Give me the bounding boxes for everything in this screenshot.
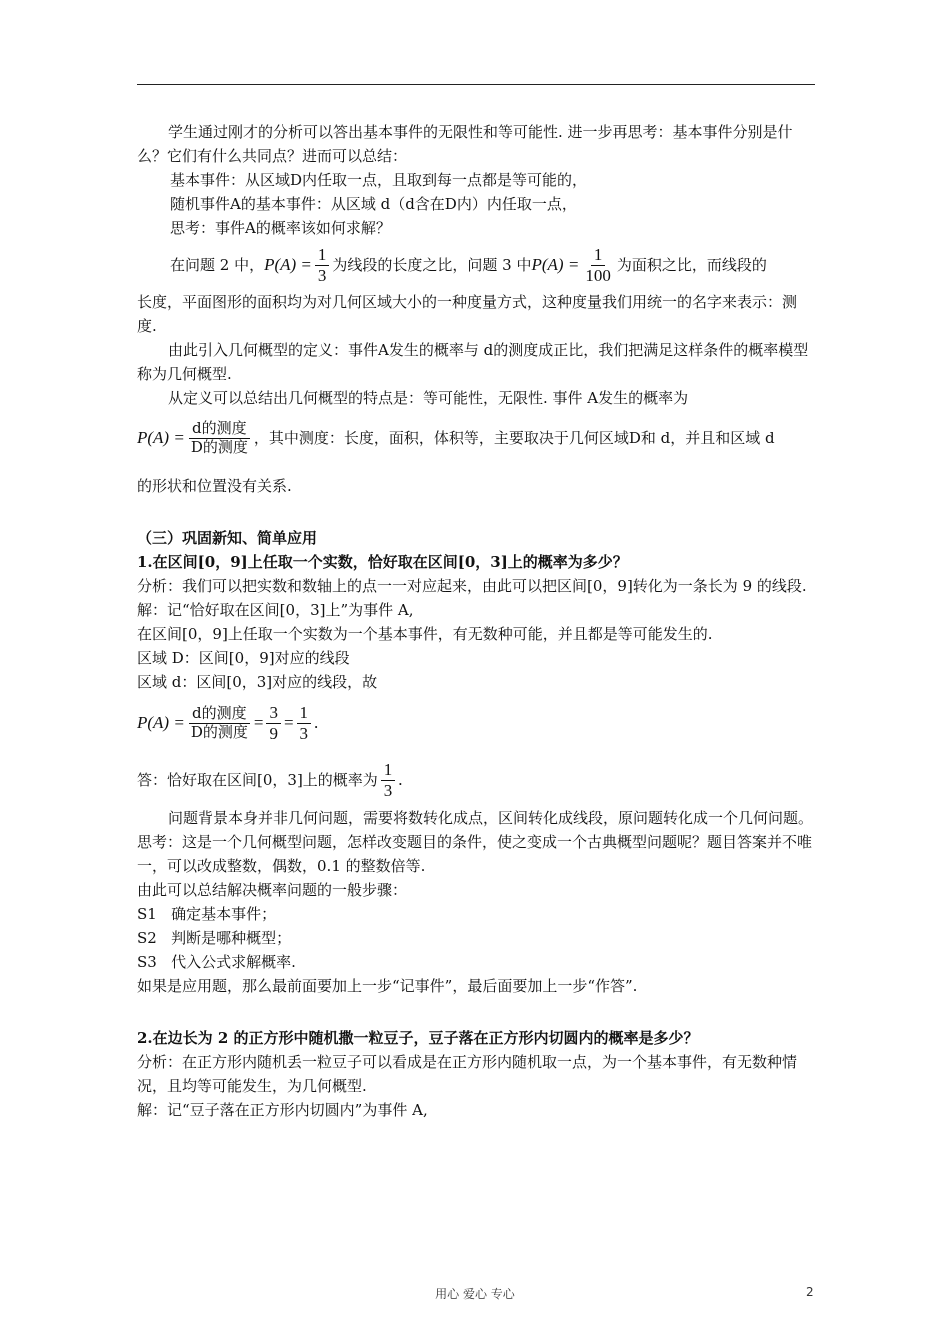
paragraph: 学生通过刚才的分析可以答出基本事件的无限性和等可能性. 进一步再思考：基本事件分别是什么？它们有什么共同点？进而可以总结：	[137, 123, 793, 165]
step-item: S2 判断是哪种概型；	[137, 929, 292, 947]
fraction-measure-ratio	[188, 703, 251, 741]
fraction-three-ninths	[266, 704, 281, 743]
footer-motto: 用心 爱心 专心	[435, 1287, 515, 1301]
paragraph: 思考：这是一个几何概型问题，怎样改变题目的条件，使之变成一个古典概型问题呢？题目答案并不唯一，可以改成整数，偶数，0.1 的整数倍等.	[137, 833, 813, 875]
page-footer	[0, 1285, 950, 1305]
question-title: 1.在区间[0，9]上任取一个实数，恰好取在区间[0，3]上的概率为多少？	[137, 553, 628, 571]
fraction-one-hundredth	[582, 246, 614, 285]
numerator: d的测度	[189, 421, 250, 439]
paragraph: 问题背景本身并非几何问题，需要将数转化成点，区间转化成线段，原问题转化成一个几何问题。	[168, 809, 814, 827]
math-pa: P(A) =	[137, 713, 185, 732]
section-heading: （三）巩固新知、简单应用	[137, 529, 318, 547]
paragraph: 区域 d：区间[0，3]对应的线段，故	[137, 673, 378, 691]
numerator: 1	[591, 246, 606, 266]
question-title: 2.在边长为 2 的正方形中随机撒一粒豆子，豆子落在正方形内切圆内的概率是多少？	[137, 1029, 699, 1047]
text-run: 为面积之比，而线段的	[616, 256, 767, 274]
denominator: 3	[299, 723, 309, 743]
paragraph: 基本事件：从区域D内任取一点，且取到每一点都是等可能的，	[170, 171, 588, 189]
math-pa: P(A) =	[531, 255, 580, 274]
paragraph: 解：记“豆子落在正方形内切圆内”为事件 A,	[137, 1101, 428, 1119]
math-pa: P(A) =	[137, 428, 185, 447]
numerator: 1	[315, 246, 330, 266]
denominator: 9	[269, 723, 278, 743]
paragraph: 如果是应用题，那么最前面要加上一步“记事件”，最后面要加上一步“作答”.	[137, 977, 638, 995]
text-run: 为线段的长度之比，问题 3 中	[332, 256, 532, 274]
formula-line	[137, 696, 815, 750]
denominator: 3	[383, 780, 393, 800]
denominator: 3	[317, 265, 327, 285]
numerator: 3	[266, 704, 281, 724]
math-period: .	[398, 770, 403, 789]
denominator: 100	[585, 265, 611, 285]
paragraph: 分析：我们可以把实数和数轴上的点一一对应起来，由此可以把区间[0，9]转化为一条长为 9 的线段.	[137, 577, 807, 595]
math-pa: P(A) =	[264, 255, 312, 274]
fraction-one-third	[315, 246, 330, 285]
formula-line	[137, 240, 815, 290]
fraction-one-third	[297, 704, 312, 743]
paragraph: 从定义可以总结出几何概型的特点是：等可能性，无限性. 事件 A发生的概率为	[168, 389, 689, 407]
paragraph: 长度，平面图形的面积均为对几何区域大小的一种度量方式，这种度量我们用统一的名字来表示：测度.	[137, 293, 798, 335]
paragraph: 解：记“恰好取在区间[0，3]上”为事件 A,	[137, 601, 414, 619]
document-body	[137, 120, 815, 1122]
denominator: D的测度	[190, 722, 248, 741]
formula-line	[137, 412, 815, 464]
math-equals: =	[253, 713, 264, 732]
paragraph: 分析：在正方形内随机丢一粒豆子可以看成是在正方形内随机取一点，为一个基本事件，有无数种情况，且均等可能发生，为几何概型.	[137, 1053, 798, 1095]
paragraph: 在区间[0，9]上任取一个实数为一个基本事件，有无数种可能，并且都是等可能发生的.	[137, 625, 713, 643]
text-run: 在问题 2 中，	[170, 256, 265, 274]
denominator: D的测度	[190, 437, 248, 456]
fraction-one-third	[381, 761, 396, 800]
header-rule	[137, 84, 815, 85]
page-number: 2	[806, 1285, 814, 1299]
paragraph: 由此引入几何概型的定义：事件A发生的概率与 d的测度成正比，我们把满足这样条件的概率模型称为几何概型.	[137, 341, 809, 383]
paragraph: 的形状和位置没有关系.	[137, 477, 292, 495]
paragraph: 思考：事件A的概率该如何求解？	[170, 219, 391, 237]
numerator: 1	[297, 704, 312, 724]
paragraph: 由此可以总结解决概率问题的一般步骤：	[137, 881, 408, 899]
paragraph: 区域 D：区间[0，9]对应的线段	[137, 649, 350, 667]
fraction-measure-ratio	[188, 418, 251, 456]
answer-line	[137, 754, 815, 806]
step-item: S1 确定基本事件；	[137, 905, 277, 923]
text-run: ，其中测度：长度，面积，体积等，主要取决于几何区域D和 d，并且和区域 d	[253, 429, 775, 447]
math-equals: =	[283, 713, 294, 732]
text-run: 答：恰好取在区间[0，3]上的概率为	[137, 771, 378, 789]
numerator: 1	[381, 761, 396, 781]
step-item: S3 代入公式求解概率.	[137, 953, 296, 971]
numerator: d的测度	[189, 706, 250, 724]
paragraph: 随机事件A的基本事件：从区域 d（d含在D内）内任取一点，	[170, 195, 577, 213]
math-period: .	[314, 713, 319, 732]
